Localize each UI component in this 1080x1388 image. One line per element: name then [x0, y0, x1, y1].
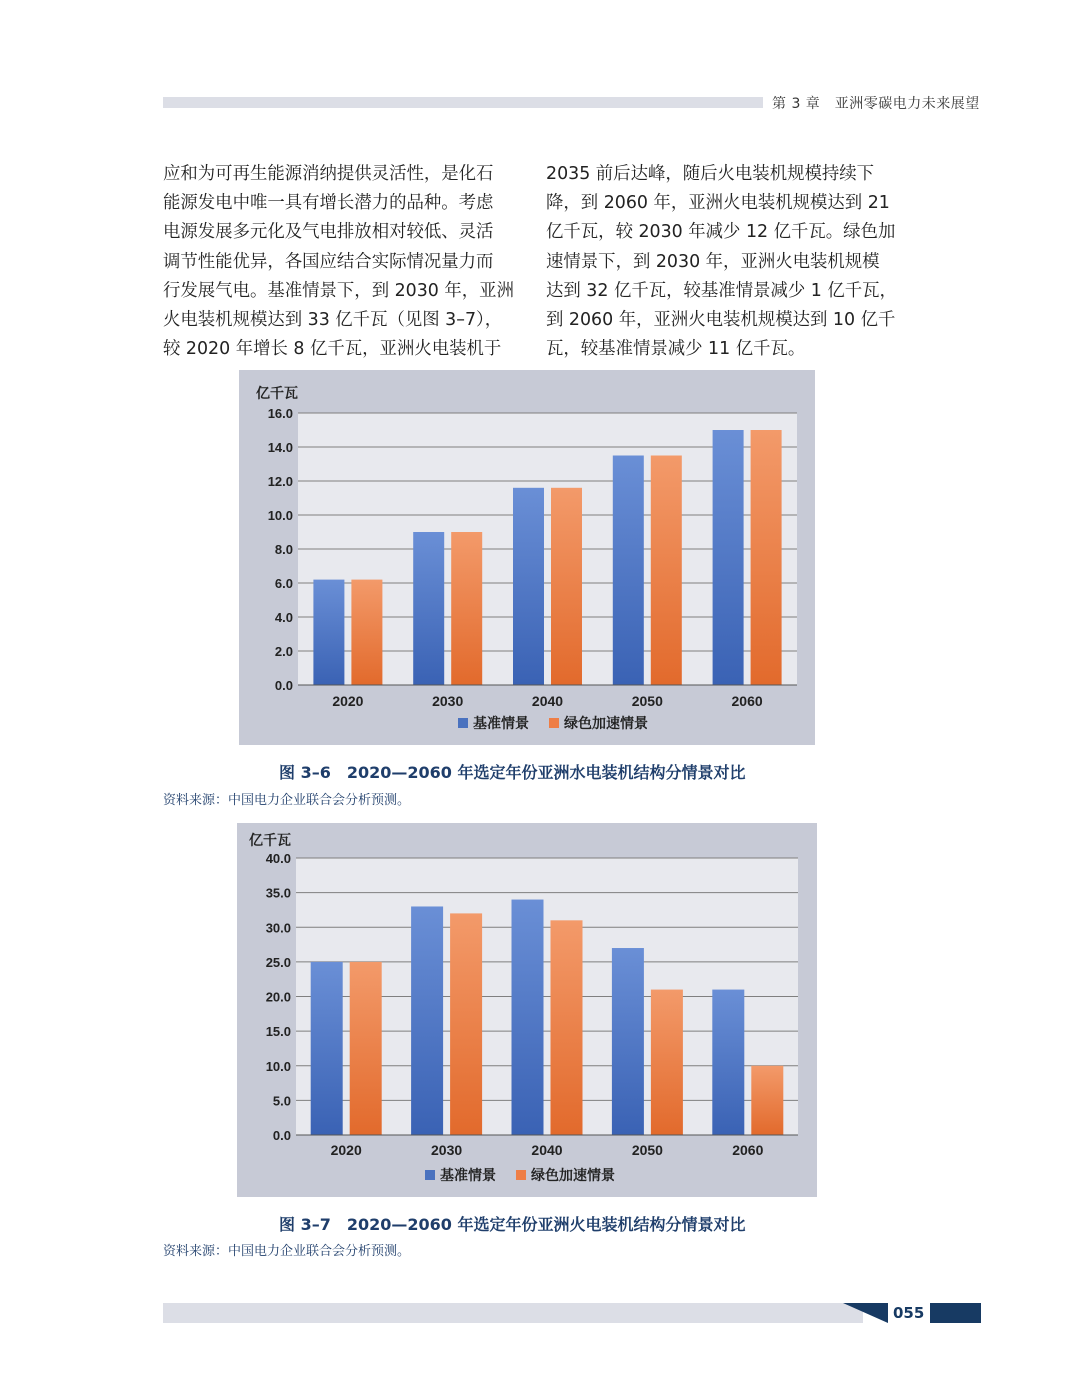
legend-swatch	[516, 1170, 526, 1180]
text-line: 瓦，较基准情景减少 11 亿千瓦。	[546, 339, 806, 360]
text-line: 调节性能优异，各国应结合实际情况量力而	[163, 251, 494, 272]
y-axis-label: 亿千瓦	[256, 386, 298, 402]
text-line: 火电装机规模达到 33 亿千瓦（见图 3–7），	[163, 310, 503, 331]
x-tick-label: 2020	[332, 693, 364, 709]
chart-svg	[237, 823, 817, 1197]
legend-swatch	[549, 718, 559, 728]
x-tick-label: 2050	[631, 1142, 663, 1158]
footer-dark-block	[930, 1303, 981, 1323]
bar	[512, 900, 544, 1135]
y-axis-label: 亿千瓦	[249, 833, 291, 849]
y-tick-label: 16.0	[267, 406, 293, 421]
chapter-title: 第 3 章 亚洲零碳电力未来展望	[772, 96, 980, 112]
text-line: 降，到 2060 年，亚洲火电装机规模达到 21	[546, 193, 890, 214]
source-note: 资料来源：中国电力企业联合会分析预测。	[163, 1244, 411, 1259]
text-line: 2035 前后达峰，随后火电装机规模持续下	[546, 164, 875, 184]
x-tick-label: 2030	[432, 693, 464, 709]
bar	[551, 488, 582, 685]
bar	[751, 1066, 783, 1135]
y-tick-label: 35.0	[265, 885, 291, 901]
figure-caption: 图 3–6 2020—2060 年选定年份亚洲水电装机结构分情景对比	[279, 763, 746, 782]
text-line: 行发展气电。基准情景下，到 2030 年，亚洲	[163, 280, 514, 301]
y-tick-label: 4.0	[274, 610, 293, 625]
bar	[712, 990, 744, 1135]
y-tick-label: 5.0	[272, 1093, 291, 1109]
legend-label: 绿色加速情景	[564, 716, 648, 732]
page-number: 055	[893, 1304, 925, 1322]
bar	[651, 456, 682, 686]
bar	[450, 913, 482, 1135]
y-tick-label: 12.0	[267, 474, 293, 489]
text-line: 能源发电中唯一具有增长潜力的品种。考虑	[163, 193, 494, 214]
bar	[313, 580, 344, 685]
legend-label: 基准情景	[440, 1168, 496, 1184]
bar	[513, 488, 544, 685]
x-tick-label: 2020	[330, 1142, 362, 1158]
bar	[713, 430, 744, 685]
bar	[413, 532, 444, 685]
text-line: 亿千瓦，较 2030 年减少 12 亿千瓦。绿色加	[546, 222, 896, 243]
y-tick-label: 25.0	[265, 954, 291, 970]
y-tick-label: 10.0	[267, 508, 293, 523]
bar	[351, 580, 382, 685]
y-tick-label: 6.0	[274, 576, 293, 591]
bar	[311, 962, 343, 1135]
text-column-right	[546, 160, 896, 364]
text-line: 到 2060 年，亚洲火电装机规模达到 10 亿千	[546, 310, 896, 331]
text-line: 达到 32 亿千瓦，较基准情景减少 1 亿千瓦，	[546, 280, 897, 301]
x-tick-label: 2060	[732, 1142, 764, 1158]
text-line: 较 2020 年增长 8 亿千瓦，亚洲火电装机于	[163, 339, 502, 360]
bar	[613, 456, 644, 686]
x-tick-label: 2040	[531, 693, 564, 709]
footer-bar	[163, 1303, 863, 1323]
x-tick-label: 2030	[431, 1142, 463, 1158]
y-tick-label: 40.0	[265, 851, 291, 866]
footer-accent	[843, 1303, 888, 1323]
text-column-left	[163, 160, 513, 364]
y-tick-label: 14.0	[267, 440, 293, 455]
text-line: 应和为可再生能源消纳提供灵活性，是化石	[163, 164, 494, 184]
text-line: 电源发展多元化及气电排放相对较低、灵活	[163, 222, 494, 243]
y-tick-label: 30.0	[265, 920, 291, 936]
bar	[350, 962, 382, 1135]
legend-swatch	[458, 718, 468, 728]
hydro-capacity-chart	[239, 370, 815, 745]
header-bar	[163, 97, 763, 108]
bar	[551, 920, 583, 1135]
source-note: 资料来源：中国电力企业联合会分析预测。	[163, 793, 411, 808]
bar	[651, 990, 683, 1135]
x-tick-label: 2050	[631, 693, 663, 709]
chart-svg	[239, 370, 815, 745]
bar	[451, 532, 482, 685]
figure-caption: 图 3–7 2020—2060 年选定年份亚洲火电装机结构分情景对比	[279, 1215, 746, 1234]
y-tick-label: 8.0	[274, 542, 293, 557]
y-tick-label: 10.0	[265, 1058, 291, 1074]
x-tick-label: 2060	[731, 693, 763, 709]
thermal-capacity-chart	[237, 823, 817, 1197]
bar	[751, 430, 782, 685]
legend-swatch	[425, 1170, 435, 1180]
y-tick-label: 2.0	[274, 644, 293, 659]
legend-label: 绿色加速情景	[531, 1168, 615, 1184]
y-tick-label: 0.0	[272, 1128, 291, 1143]
legend-label: 基准情景	[473, 716, 529, 732]
text-line: 速情景下，到 2030 年，亚洲火电装机规模	[546, 251, 880, 272]
x-tick-label: 2040	[531, 1142, 563, 1158]
y-tick-label: 15.0	[265, 1024, 291, 1040]
y-tick-label: 0.0	[274, 678, 293, 693]
y-tick-label: 20.0	[265, 989, 291, 1005]
bar	[411, 906, 443, 1135]
bar	[612, 948, 644, 1135]
